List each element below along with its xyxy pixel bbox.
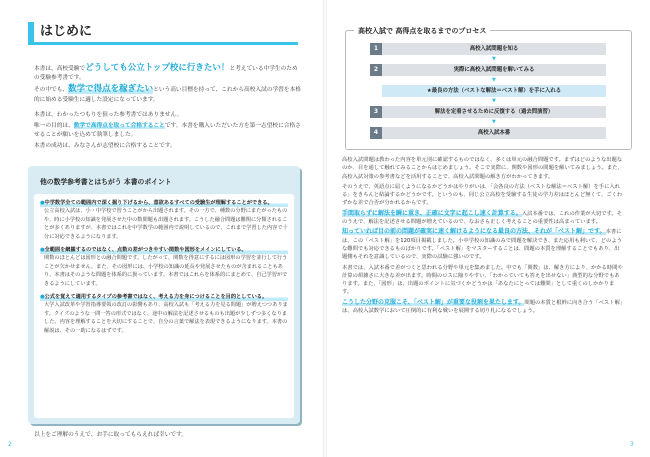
body-paragraph: そのうえで、英語点に届くようになるかどうかはやりがいは、「会各良の方法（ベストな解法＝ベスト解）を手に入れる」をきちんと結論するかどうかです。というのも、同じ公立高校を受験する生徒の学力差はほとんど無くて、ごくわずかな差で合否が分かれるからです。	[342, 183, 623, 207]
body-paragraph: 知っていれば目の前の問題が確実に速く解けるようになる最良の方法、それが「ベスト解」です。本書には、この「ベスト解」を120項目掲載しました。小中学校の知識のみで問題を解決でき、また応用も利いて、どのような難問でも対応できるものばかりです。「ベスト解」をマスターすることは、問題の本質を理解することでもあり、出題側もそれを意識しているので、実際の試験に強いのです。	[342, 228, 622, 261]
process-title: 高校入試で 高得点を取るまでのプロセス	[354, 26, 490, 36]
body-paragraph: 本書では、入試本番で差がつくと思われる分野や単元を集めました。中でも「関数」は、解き方により、かかる時間や計算の煩雑さに大きな差が出ます。時間のロスに陥りやすい、「わかっていても答えを出せない」典型的な分野でもあります。また、「図形」は、出題のポイントに気づくかどうかは「あなたにとっては難問」として重くのしかかります。	[342, 264, 623, 296]
intro-paragraph: 本書は、高校受験でどうしても公立トップ校に行きたい！と考えている中学生のための受験参考書です。	[34, 63, 298, 82]
page-number: 3	[630, 441, 634, 448]
process-step: 4 高校入試本番	[382, 127, 606, 139]
intro-paragraph: 本書は、わかったつもりを狙った参考書ではありません。	[34, 111, 183, 118]
process-step: 3 解法を定着させるために反復する（過去問演習）	[382, 106, 606, 118]
process-step-highlight: ★最良の方法（ベストな解法＝ベスト解）を手に入れる	[382, 85, 606, 97]
body-text	[342, 156, 624, 317]
intro-paragraph: 唯一の目的は、数学で高得点を取って合格することです。本書を購入いただいた方を第一志望校に合格させることが願いを込めて執筆しました。	[34, 123, 301, 139]
intro-paragraph: その中でも、数学で得点を稼ぎたいという高い目標を持って、これから高校入試の学習を本格的に始める受験生に適した設定になっています。	[34, 84, 301, 103]
heading-text: はじめに	[28, 22, 92, 42]
point-item: ●公式を覚えて適用するタイプの参考書ではなく、考える力を身につけることを目的としている。 大学入試改革や学習指導要領の改訂の影響もあり、高校入試も「考える力を見る問題」が増えつつあります。クイズのような一問一答の形式ではなく、途中の解法を記述させるものも出題が少しずつ多くなりました。内容を理解することを大切にすることで、自分の言葉で解法を表現できるようになります。本書の解説は、その一助になるはずです。	[40, 294, 288, 334]
points-list	[34, 194, 294, 418]
point-item: ●中学数学全ての範囲内で深く掘り下げるから、意欲あるすべての受験生が理解することができる。 公立高校入試は、小・中学校で習うことがから出題されます。その一方で、種数の分野にまたがったものや、時に小学校の知識を発展させた中の数問題も出題されます。こうした融合問題は難関に分類されることが多くありますが、本書ではこれを中学数学の範囲内で説明しているので、これまで学習した内容で十分に対応できるようになります。	[40, 200, 288, 240]
closing-text: 以上をご理解のうえで、お手に取ってもらえれば幸いです。	[34, 432, 187, 438]
down-arrow-icon: ▼	[492, 56, 496, 62]
page-heading	[28, 20, 298, 45]
process-step: 1 高校入試問題を知る	[382, 43, 606, 55]
down-arrow-icon: ▼	[492, 119, 496, 125]
page-number: 2	[8, 441, 12, 448]
down-arrow-icon: ▼	[492, 77, 496, 83]
points-box-title: 他の数学参考書とはちがう 本書のポイント	[40, 178, 172, 186]
process-step: 2 実際に高校入試問題を解いてみる	[382, 64, 606, 76]
body-paragraph: 手間取らずに解法を瞬に重き、正確に文字に起こし速く計算する。入試本番では、これの作業が大切です。そのうえで、解法を記述させる問題が増えているので、なおさら正しく考えることの重要性は高まっています。	[342, 209, 622, 226]
process-box	[345, 27, 632, 150]
body-paragraph: 高校入試問題は教わった内容を単元別に確認するものではなく、多くは単元の融合問題です。まずはどのような出題なのか、目を通して触れてみることからはじめましょう。そこで実際に、関数や図形の問題を解いてみましょう。また、高校入試対策の参考書などを活用することで、高校入試問題の解き方がわかってきます。	[342, 157, 623, 180]
intro-paragraph: 本書の成功は、みなさんが志望校に合格することです。	[34, 143, 176, 150]
point-item: ●全範囲を網羅するのではなく、点数の差がつきやすい関数や図形をメインにしている。 関数のほとんどは図形との融合問題です。したがって、関数を得意にするには図形の学習を並行して行うことが欠かせません。また、その図形には、小学校の知識の延長や発展させたものが含まれることもあり、本書はそのような問題を体系的に扱っています。本書ではこれらを体系的にまとめて、自己学習ができるようにしています。	[40, 247, 288, 287]
points-box	[28, 166, 300, 424]
intro-text	[34, 64, 302, 154]
down-arrow-icon: ▼	[492, 98, 496, 104]
body-paragraph: こうした分野の克服こそ、「ベスト解」が重要な役割を果たします。問題の本質と根幹に向き合う「ベスト解」は、高校入試数学において圧倒的に有利な戦いを展開する切り札になるでしょう。	[342, 298, 623, 315]
